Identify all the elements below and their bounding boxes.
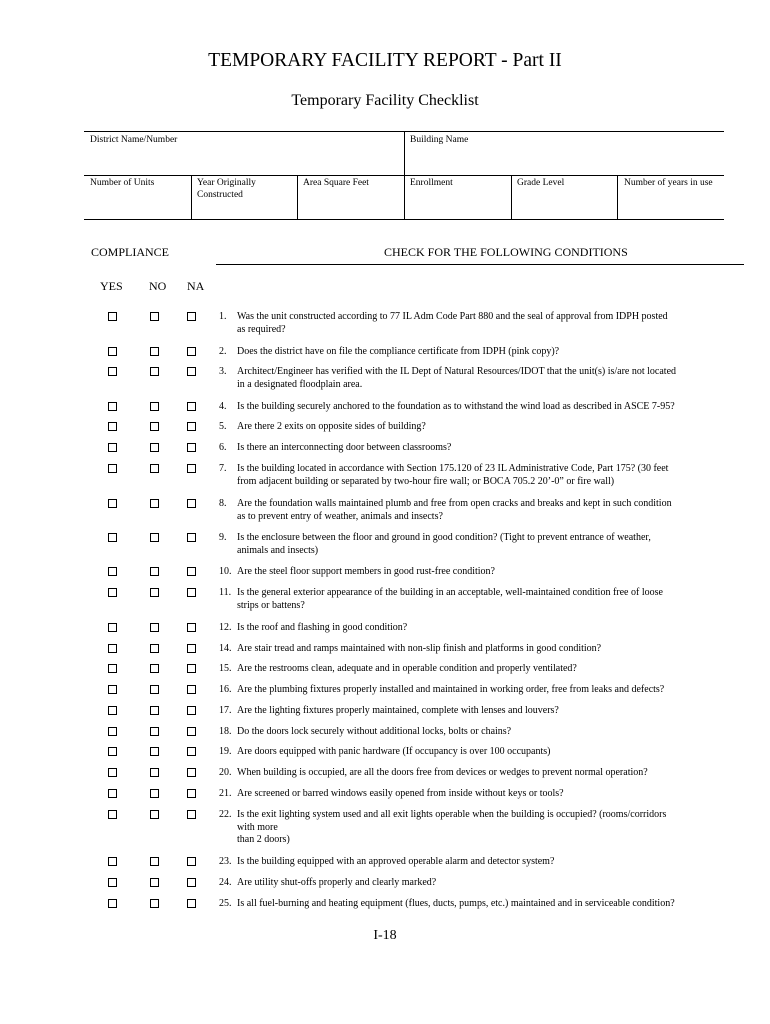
checkbox-yes[interactable] [108,706,117,715]
item-number: 5. [219,421,227,432]
checkbox-yes[interactable] [108,367,117,376]
checkbox-yes[interactable] [108,422,117,431]
area-square-feet-field[interactable]: Area Square Feet [303,178,369,188]
checklist-item [219,401,744,414]
checkbox-yes[interactable] [108,899,117,908]
table-col-divider [617,175,618,219]
number-of-units-field[interactable]: Number of Units [90,178,155,188]
checkbox-no[interactable] [150,443,159,452]
checkbox-na[interactable] [187,685,196,694]
item-number: 10. [219,566,232,577]
checkbox-no[interactable] [150,810,159,819]
checklist-item [219,705,744,718]
table-col-divider [297,175,298,219]
item-number: 11. [219,587,232,598]
table-col-divider [191,175,192,219]
item-text: When building is occupied, are all the doors free from devices or wedges to prevent normal operation? [237,767,648,778]
checkbox-na[interactable] [187,567,196,576]
page-number: I-18 [373,928,397,943]
checkbox-yes[interactable] [108,747,117,756]
item-number: 19. [219,746,232,757]
checkbox-yes[interactable] [108,789,117,798]
checklist-item [219,587,744,612]
checkbox-no[interactable] [150,685,159,694]
checkbox-yes[interactable] [108,588,117,597]
item-number: 18. [219,726,232,737]
checkbox-yes[interactable] [108,664,117,673]
checkbox-yes[interactable] [108,402,117,411]
item-text: Is the building securely anchored to the foundation as to withstand the wind load as described in ASCE 7-95? [237,401,675,412]
checkbox-no[interactable] [150,789,159,798]
checkbox-na[interactable] [187,899,196,908]
checkbox-no[interactable] [150,857,159,866]
item-number: 24. [219,877,232,888]
checklist-item [219,566,744,579]
checklist-item [219,622,744,635]
checkbox-yes[interactable] [108,347,117,356]
checkbox-no[interactable] [150,588,159,597]
item-number: 8. [219,498,227,509]
item-number: 15. [219,663,232,674]
item-text: Is the general exterior appearance of the building in an acceptable, well-maintained condition free of loose strips or battens? [237,587,663,611]
district-name-field[interactable]: District Name/Number [90,135,178,145]
checkbox-no[interactable] [150,312,159,321]
checklist-item [219,877,744,890]
item-number: 4. [219,401,227,412]
checkbox-na[interactable] [187,402,196,411]
checklist-item [219,898,744,911]
item-number: 6. [219,442,227,453]
item-text: Is the enclosure between the floor and ground in good condition? (Tight to prevent entrance of weather, animals and insects) [237,532,651,556]
checkbox-na[interactable] [187,878,196,887]
item-number: 9. [219,532,227,543]
checkbox-yes[interactable] [108,443,117,452]
checkbox-na[interactable] [187,367,196,376]
checkbox-na[interactable] [187,857,196,866]
checklist-item [219,311,744,336]
checkbox-yes[interactable] [108,464,117,473]
checkbox-na[interactable] [187,623,196,632]
item-number: 21. [219,788,232,799]
checkbox-no[interactable] [150,422,159,431]
checklist-item [219,856,744,869]
checklist-item [219,726,744,739]
item-text: Are the restrooms clean, adequate and in operable condition and properly ventilated? [237,663,577,674]
enrollment-field[interactable]: Enrollment [410,178,453,188]
checklist-item [219,746,744,759]
no-column-header: NO [149,279,167,293]
checklist-item [219,767,744,780]
checklist-item [219,442,744,455]
year-constructed-field[interactable]: Year Originally Constructed [197,178,256,200]
checkbox-na[interactable] [187,810,196,819]
checkbox-no[interactable] [150,706,159,715]
checkbox-no[interactable] [150,623,159,632]
item-text: Are the lighting fixtures properly maintained, complete with lenses and louvers? [237,705,559,716]
na-column-header: NA [187,279,205,293]
item-text: Are doors equipped with panic hardware (If occupancy is over 100 occupants) [237,746,551,757]
item-number: 3. [219,366,227,377]
checkbox-na[interactable] [187,443,196,452]
page-title: TEMPORARY FACILITY REPORT - Part II [208,50,562,71]
yes-column-header: YES [100,279,123,293]
checkbox-no[interactable] [150,402,159,411]
checkbox-na[interactable] [187,464,196,473]
checkbox-na[interactable] [187,533,196,542]
checkbox-na[interactable] [187,588,196,597]
checkbox-no[interactable] [150,567,159,576]
checkbox-no[interactable] [150,899,159,908]
item-number: 20. [219,767,232,778]
item-text: Was the unit constructed according to 77 IL Adm Code Part 880 and the seal of approval from IDPH posted as required? [237,311,668,335]
checklist-item [219,346,744,359]
checklist-item [219,498,744,523]
checklist-item [219,788,744,801]
checkbox-na[interactable] [187,747,196,756]
item-text: Are the foundation walls maintained plumb and free from open cracks and breaks and kept in such condition as to prevent entry of weather, animals and insects? [237,498,672,522]
checklist-item [219,532,744,557]
checkbox-no[interactable] [150,347,159,356]
item-text: Are screened or barred windows easily opened from inside without keys or tools? [237,788,564,799]
checkbox-no[interactable] [150,747,159,756]
checkbox-no[interactable] [150,644,159,653]
checkbox-na[interactable] [187,347,196,356]
item-text: Is all fuel-burning and heating equipment (flues, ducts, pumps, etc.) maintained and in serviceable condition? [237,898,675,909]
item-number: 16. [219,684,232,695]
item-text: Is the roof and flashing in good condition? [237,622,408,633]
conditions-heading: CHECK FOR THE FOLLOWING CONDITIONS [384,245,628,259]
table-col-divider [404,175,405,219]
checkbox-na[interactable] [187,312,196,321]
checkbox-yes[interactable] [108,533,117,542]
checklist-item [219,684,744,697]
item-text: Are stair tread and ramps maintained with non-slip finish and platforms in good condition? [237,643,602,654]
conditions-rule [216,264,744,265]
checkbox-no[interactable] [150,664,159,673]
item-text: Does the district have on file the compliance certificate from IDPH (pink copy)? [237,346,560,357]
checkbox-no[interactable] [150,499,159,508]
table-col-divider [511,175,512,219]
checklist-item [219,643,744,656]
checkbox-na[interactable] [187,499,196,508]
item-number: 17. [219,705,232,716]
item-number: 1. [219,311,227,322]
table-col-divider [404,131,405,175]
compliance-heading: COMPLIANCE [91,245,170,259]
page-subtitle: Temporary Facility Checklist [291,92,479,109]
item-number: 25. [219,898,232,909]
checkbox-yes[interactable] [108,499,117,508]
item-text: Do the doors lock securely without additional locks, bolts or chains? [237,726,512,737]
item-number: 14. [219,643,232,654]
item-text: Is the building equipped with an approved operable alarm and detector system? [237,856,555,867]
checkbox-yes[interactable] [108,312,117,321]
checkbox-no[interactable] [150,768,159,777]
checkbox-yes[interactable] [108,623,117,632]
checklist-item [219,809,744,847]
item-number: 23. [219,856,232,867]
item-text: Are the plumbing fixtures properly installed and maintained in working order, free from leaks and defects? [237,684,665,695]
item-text: Are the steel floor support members in good rust-free condition? [237,566,495,577]
checkbox-yes[interactable] [108,878,117,887]
checkbox-na[interactable] [187,727,196,736]
item-number: 7. [219,463,227,474]
item-number: 22. [219,809,232,820]
item-text: Is there an interconnecting door between classrooms? [237,442,452,453]
checklist-item [219,421,744,434]
checkbox-no[interactable] [150,464,159,473]
checkbox-na[interactable] [187,768,196,777]
grade-level-field[interactable]: Grade Level [517,178,565,188]
checkbox-yes[interactable] [108,644,117,653]
checkbox-no[interactable] [150,878,159,887]
checkbox-yes[interactable] [108,727,117,736]
checkbox-na[interactable] [187,422,196,431]
item-text: Are there 2 exits on opposite sides of building? [237,421,426,432]
table-bottom-rule [84,219,724,220]
checklist-item [219,663,744,676]
item-text: Are utility shut-offs properly and clearly marked? [237,877,437,888]
checkbox-na[interactable] [187,664,196,673]
checkbox-yes[interactable] [108,857,117,866]
checklist-item [219,463,744,488]
item-number: 12. [219,622,232,633]
checkbox-na[interactable] [187,789,196,798]
checkbox-no[interactable] [150,727,159,736]
item-number: 2. [219,346,227,357]
checkbox-yes[interactable] [108,685,117,694]
checklist-item [219,366,744,391]
checkbox-na[interactable] [187,644,196,653]
item-text: Is the building located in accordance with Section 175.120 of 23 IL Administrative Code, Part 175? (30 feet from adjacent building or separated by two-hour fire wall; or BOCA 705.2 20’-0” or fire wall) [237,463,669,487]
item-text: Is the exit lighting system used and all exit lights operable when the building is occupied? (rooms/corridors with more than 2 doors) [237,809,667,845]
checkbox-no[interactable] [150,367,159,376]
checkbox-na[interactable] [187,706,196,715]
years-in-use-field[interactable]: Number of years in use [624,178,713,188]
checkbox-yes[interactable] [108,768,117,777]
building-name-field[interactable]: Building Name [410,135,469,145]
item-text: Architect/Engineer has verified with the IL Dept of Natural Resources/IDOT that the unit(s) is/are not located in a designated floodplain area. [237,366,677,390]
checkbox-yes[interactable] [108,567,117,576]
checkbox-no[interactable] [150,533,159,542]
checkbox-yes[interactable] [108,810,117,819]
